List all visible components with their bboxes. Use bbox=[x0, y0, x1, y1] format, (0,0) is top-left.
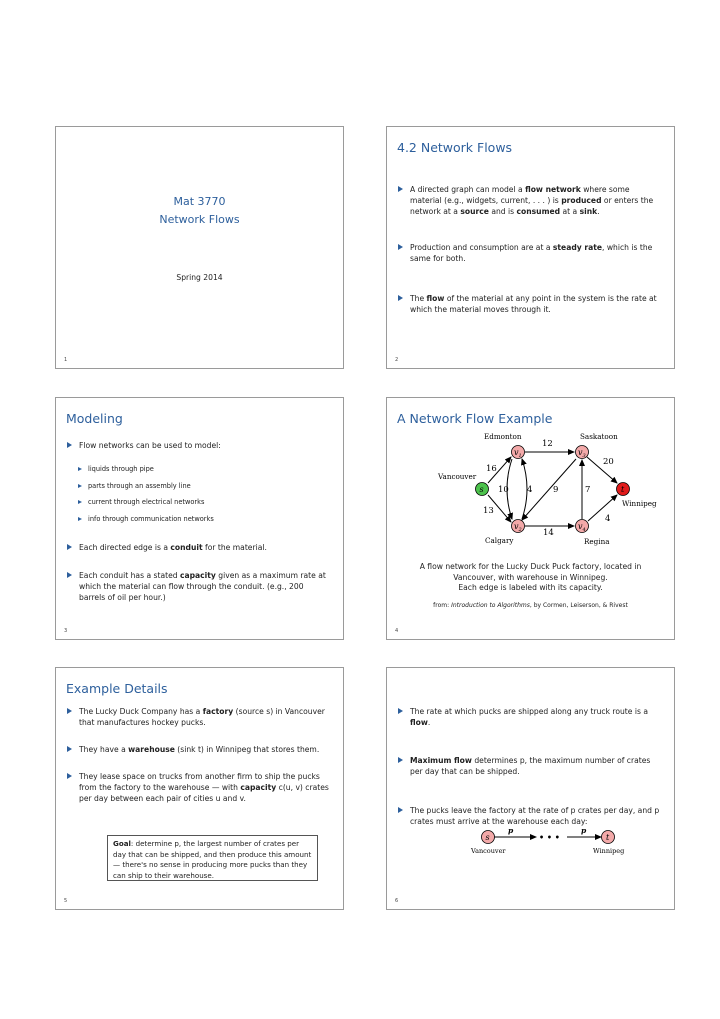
slide-5 bbox=[55, 667, 344, 910]
bullet-list bbox=[66, 744, 329, 755]
capacity-label: 13 bbox=[483, 506, 494, 516]
figure-source: from: Introduction to Algorithms, by Cormen, Leiserson, & Rivest bbox=[433, 602, 628, 609]
bullet-list bbox=[397, 184, 660, 217]
capacity-label: 12 bbox=[542, 439, 553, 449]
slide-number: 3 bbox=[64, 628, 68, 634]
city-label: Winnipeg bbox=[593, 847, 625, 855]
bullet-item: Flow networks can be used to model: bbox=[66, 440, 329, 451]
node-label-v3: $v_3$ bbox=[578, 448, 586, 459]
city-label: Calgary bbox=[485, 536, 514, 545]
shipping-diagram bbox=[387, 824, 674, 860]
bullet-list bbox=[66, 706, 329, 728]
sub-item: parts through an assembly line bbox=[78, 482, 333, 491]
slide-number: 4 bbox=[395, 628, 399, 634]
city-label: Saskatoon bbox=[580, 432, 618, 441]
slide-1 bbox=[55, 126, 344, 369]
figure-caption: A flow network for the Lucky Duck Puck factory, located in Vancouver, with warehouse in Winnipeg. Each edge is labeled with its capacity. bbox=[419, 562, 642, 592]
bullet-item: The pucks leave the factory at the rate of p crates per day, and p crates must arrive at the warehouse each day: bbox=[397, 805, 660, 827]
node-label-t: t bbox=[621, 485, 625, 494]
capacity-label: 4 bbox=[605, 514, 611, 524]
goal-box: Goal: determine p, the largest number of crates per day that can be shipped, and then produce this amount — there's no sense in producing more pucks than they can ship to their warehouse. bbox=[107, 835, 318, 881]
slide-6 bbox=[386, 667, 675, 910]
bullet-item: A directed graph can model a flow network where some material (e.g., widgets, current, . . . ) is produced or enters the network at a source and is consumed at a sink. bbox=[397, 184, 660, 217]
city-label: Regina bbox=[584, 537, 610, 546]
bullet-list bbox=[66, 440, 329, 451]
bullet-item: Production and consumption are at a steady rate, which is the same for both. bbox=[397, 242, 660, 264]
slide-number: 5 bbox=[64, 898, 68, 904]
bullet-list bbox=[66, 542, 329, 553]
bullet-item: Maximum flow determines p, the maximum number of crates per day that can be shipped. bbox=[397, 755, 660, 777]
city-label: Winnipeg bbox=[622, 499, 657, 508]
bullet-list bbox=[66, 771, 329, 804]
source-label: s bbox=[485, 833, 490, 842]
ellipsis: • • • bbox=[539, 832, 560, 842]
slide-3 bbox=[55, 397, 344, 640]
bullet-list bbox=[397, 293, 660, 315]
node-label-s: s bbox=[479, 485, 484, 494]
frame-title: Example Details bbox=[66, 681, 168, 696]
bullet-list bbox=[66, 570, 329, 603]
sub-item: current through electrical networks bbox=[78, 498, 333, 507]
bullet-item: Each conduit has a stated capacity given as a maximum rate at which the material can flow through the conduit. (e.g., 200 barrels of oil per hour.) bbox=[66, 570, 329, 603]
frame-title: 4.2 Network Flows bbox=[397, 140, 513, 155]
slide-title bbox=[56, 193, 343, 229]
slide-number: 2 bbox=[395, 357, 399, 363]
frame-title: A Network Flow Example bbox=[397, 411, 553, 426]
flow-label-p: p bbox=[508, 826, 514, 835]
node-label-v4: $v_4$ bbox=[578, 522, 586, 533]
sub-item: info through communication networks bbox=[78, 515, 333, 524]
edge-v4-t bbox=[588, 495, 617, 521]
slide-number: 6 bbox=[395, 898, 399, 904]
sink-label: t bbox=[606, 833, 610, 842]
course-title: Mat 3770 bbox=[173, 195, 226, 208]
flow-label-p: p bbox=[581, 826, 587, 835]
bullet-item: They have a warehouse (sink t) in Winnipeg that stores them. bbox=[66, 744, 329, 755]
slide-2 bbox=[386, 126, 675, 369]
city-label: Vancouver bbox=[438, 472, 477, 481]
frame-title: Modeling bbox=[66, 411, 123, 426]
sub-list bbox=[78, 465, 333, 524]
bullet-item: The rate at which pucks are shipped along any truck route is a flow. bbox=[397, 706, 660, 728]
flow-network-diagram bbox=[387, 429, 674, 559]
bullet-list bbox=[397, 706, 660, 728]
capacity-label: 14 bbox=[543, 528, 554, 538]
sub-item: liquids through pipe bbox=[78, 465, 333, 474]
capacity-label: 4 bbox=[527, 485, 533, 495]
city-label: Edmonton bbox=[484, 432, 522, 441]
slide-4 bbox=[386, 397, 675, 640]
bullet-item: They lease space on trucks from another firm to ship the pucks from the factory to the warehouse — with capacity c(u, v) crates per day between each pair of cities u and v. bbox=[66, 771, 329, 804]
bullet-list bbox=[397, 755, 660, 777]
bullet-item: The flow of the material at any point in the system is the rate at which the material moves through it. bbox=[397, 293, 660, 315]
capacity-label: 9 bbox=[553, 485, 559, 495]
lecture-title: Network Flows bbox=[159, 213, 240, 226]
bullet-list bbox=[397, 242, 660, 264]
term-date: Spring 2014 bbox=[176, 273, 223, 282]
city-label: Vancouver bbox=[471, 847, 506, 855]
bullet-item: Each directed edge is a conduit for the material. bbox=[66, 542, 329, 553]
node-label-v1: $v_1$ bbox=[514, 448, 522, 459]
node-label-v2: $v_2$ bbox=[514, 522, 522, 533]
slide-number: 1 bbox=[64, 357, 68, 363]
bullet-item: The Lucky Duck Company has a factory (source s) in Vancouver that manufactures hockey pucks. bbox=[66, 706, 329, 728]
capacity-label: 7 bbox=[585, 485, 591, 495]
capacity-label: 10 bbox=[498, 485, 509, 495]
capacity-label: 16 bbox=[486, 464, 497, 474]
capacity-label: 20 bbox=[603, 457, 614, 467]
